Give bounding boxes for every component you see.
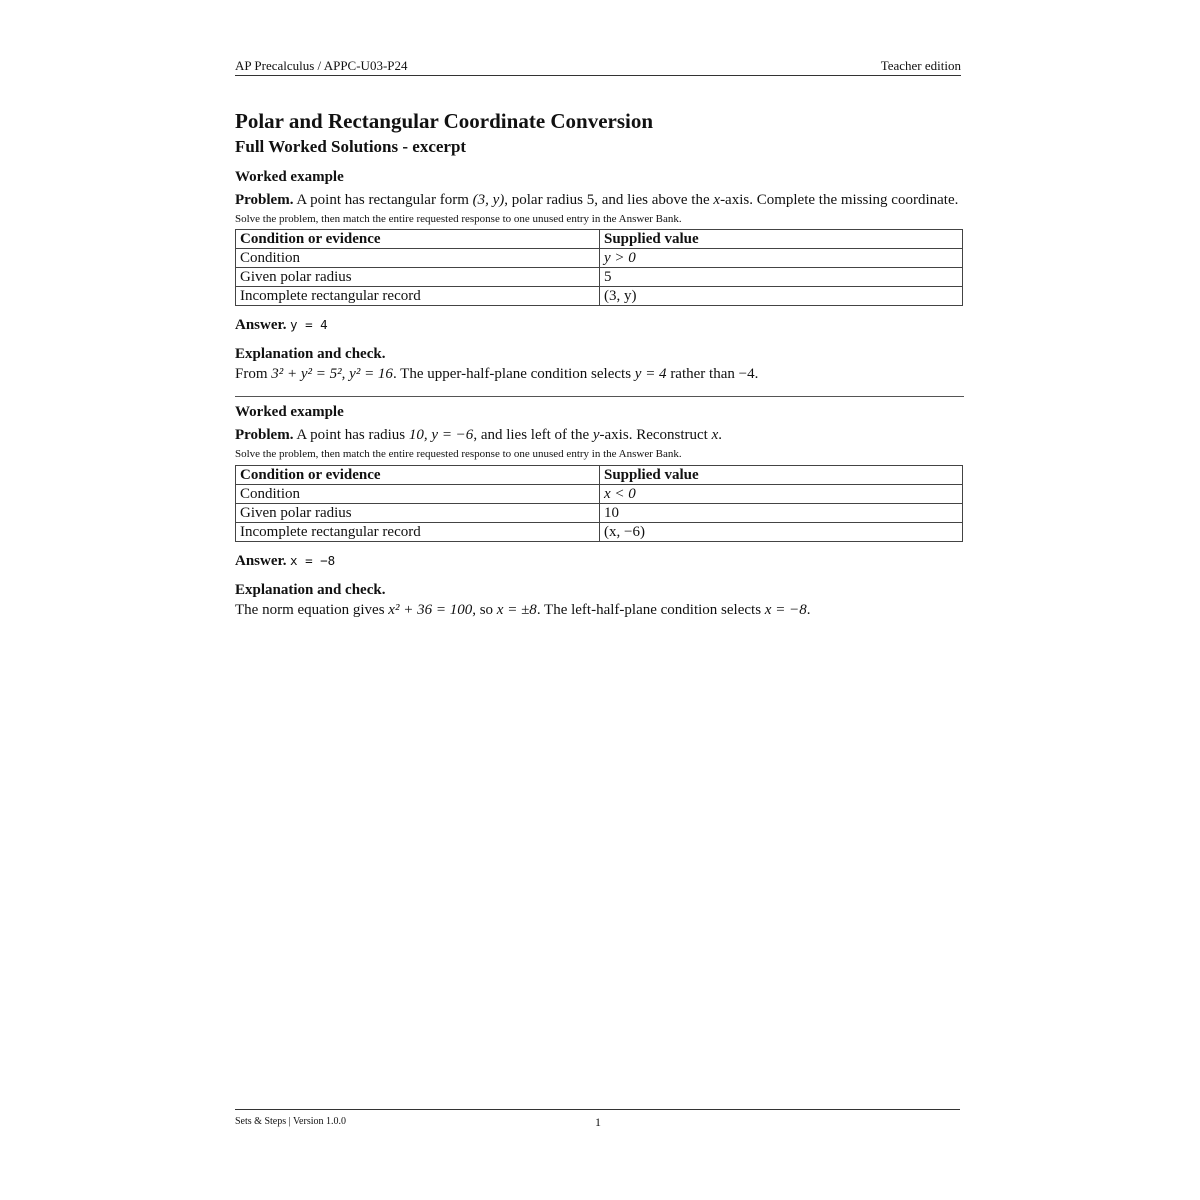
answer-label: Answer. <box>235 317 287 334</box>
problem-text: . <box>718 426 723 443</box>
explanation-fragment: . <box>754 366 759 383</box>
answer-line <box>235 553 961 570</box>
table-row <box>236 522 963 541</box>
answer-value: x = −8 <box>290 552 336 568</box>
worked-example-2 <box>235 403 961 620</box>
explanation-heading: Explanation and check. <box>235 581 386 598</box>
page-footer <box>235 1109 960 1127</box>
table-cell: Given polar radius <box>236 268 600 287</box>
table-cell: x < 0 <box>600 484 963 503</box>
evidence-table <box>235 465 963 542</box>
explanation-text <box>235 601 961 621</box>
table-row <box>236 503 963 522</box>
problem-label: Problem. <box>235 191 294 208</box>
instruction-text: Solve the problem, then match the entire requested response to one unused entry in the Answer Bank. <box>235 448 682 461</box>
answer-line <box>235 317 961 334</box>
math-expression: x² + 36 = 100 <box>388 601 473 618</box>
table-cell: (x, −6) <box>600 522 963 541</box>
explanation-fragment: . The upper-half-plane condition selects <box>392 366 632 383</box>
table-cell: Incomplete rectangular record <box>236 522 600 541</box>
column-header: Condition or evidence <box>236 465 600 484</box>
page-title: Polar and Rectangular Coordinate Conversion <box>235 109 654 133</box>
math-expression: y = 4 <box>634 366 667 383</box>
problem-text: A point has radius <box>296 426 406 443</box>
explanation-fragment: The norm equation gives <box>235 601 385 618</box>
course-code: AP Precalculus / APPC-U03-P24 <box>235 58 408 73</box>
example-heading: Worked example <box>235 403 344 420</box>
table-cell: 5 <box>600 268 963 287</box>
table-cell: Condition <box>236 249 600 268</box>
math-expression: (3, y) <box>472 191 505 208</box>
edition-label: Teacher edition <box>880 58 961 73</box>
table-row <box>236 287 963 306</box>
problem-text: , polar radius <box>504 191 583 208</box>
example-heading: Worked example <box>235 168 344 185</box>
table-cell: (3, y) <box>600 287 963 306</box>
problem-text: A point has rectangular form <box>296 191 469 208</box>
problem-text: -axis. Reconstruct <box>599 426 708 443</box>
problem-text: , and lies above the <box>594 191 710 208</box>
footer-version: Sets & Steps | Version 1.0.0 <box>235 1116 346 1127</box>
math-expression: 10, y = −6 <box>408 426 474 443</box>
explanation-heading: Explanation and check. <box>235 346 386 363</box>
math-expression: x <box>713 191 721 208</box>
explanation-fragment: , so <box>472 601 494 618</box>
problem-text: , and lies left of the <box>473 426 590 443</box>
math-expression: 5 <box>586 191 595 208</box>
explanation-fragment: . <box>806 601 811 618</box>
explanation-fragment: From <box>235 366 268 383</box>
math-expression: x = ±8 <box>496 601 537 618</box>
column-header: Supplied value <box>600 465 963 484</box>
math-expression: x <box>711 426 719 443</box>
table-row <box>236 484 963 503</box>
table-cell: y > 0 <box>600 249 963 268</box>
explanation-text <box>235 365 961 385</box>
table-cell: Given polar radius <box>236 503 600 522</box>
problem-text: -axis. Complete the missing coordinate. <box>720 191 959 208</box>
problem-label: Problem. <box>235 426 294 443</box>
problem-statement <box>235 426 961 446</box>
explanation-fragment: . The left-half-plane condition selects <box>536 601 762 618</box>
page-subtitle: Full Worked Solutions - excerpt <box>235 137 467 157</box>
table-cell: 10 <box>600 503 963 522</box>
table-row <box>236 249 963 268</box>
table-cell: Condition <box>236 484 600 503</box>
problem-statement <box>235 191 961 211</box>
instruction-text: Solve the problem, then match the entire requested response to one unused entry in the Answer Bank. <box>235 213 682 226</box>
answer-label: Answer. <box>235 552 287 569</box>
explanation-fragment: rather than <box>670 366 735 383</box>
table-header-row <box>236 465 963 484</box>
table-cell: Incomplete rectangular record <box>236 287 600 306</box>
column-header: Supplied value <box>600 230 963 249</box>
math-expression: y <box>592 426 600 443</box>
column-header: Condition or evidence <box>236 230 600 249</box>
worked-example-1 <box>235 168 961 385</box>
answer-value: y = 4 <box>290 317 328 333</box>
math-expression: 3² + y² = 5², y² = 16 <box>271 366 393 383</box>
evidence-table <box>235 229 963 306</box>
running-header <box>235 58 961 76</box>
table-row <box>236 268 963 287</box>
math-expression: −4 <box>738 366 755 383</box>
document-page <box>235 58 961 620</box>
table-header-row <box>236 230 963 249</box>
section-divider <box>235 396 964 397</box>
page-number: 1 <box>595 1115 601 1129</box>
math-expression: x = −8 <box>764 601 807 618</box>
